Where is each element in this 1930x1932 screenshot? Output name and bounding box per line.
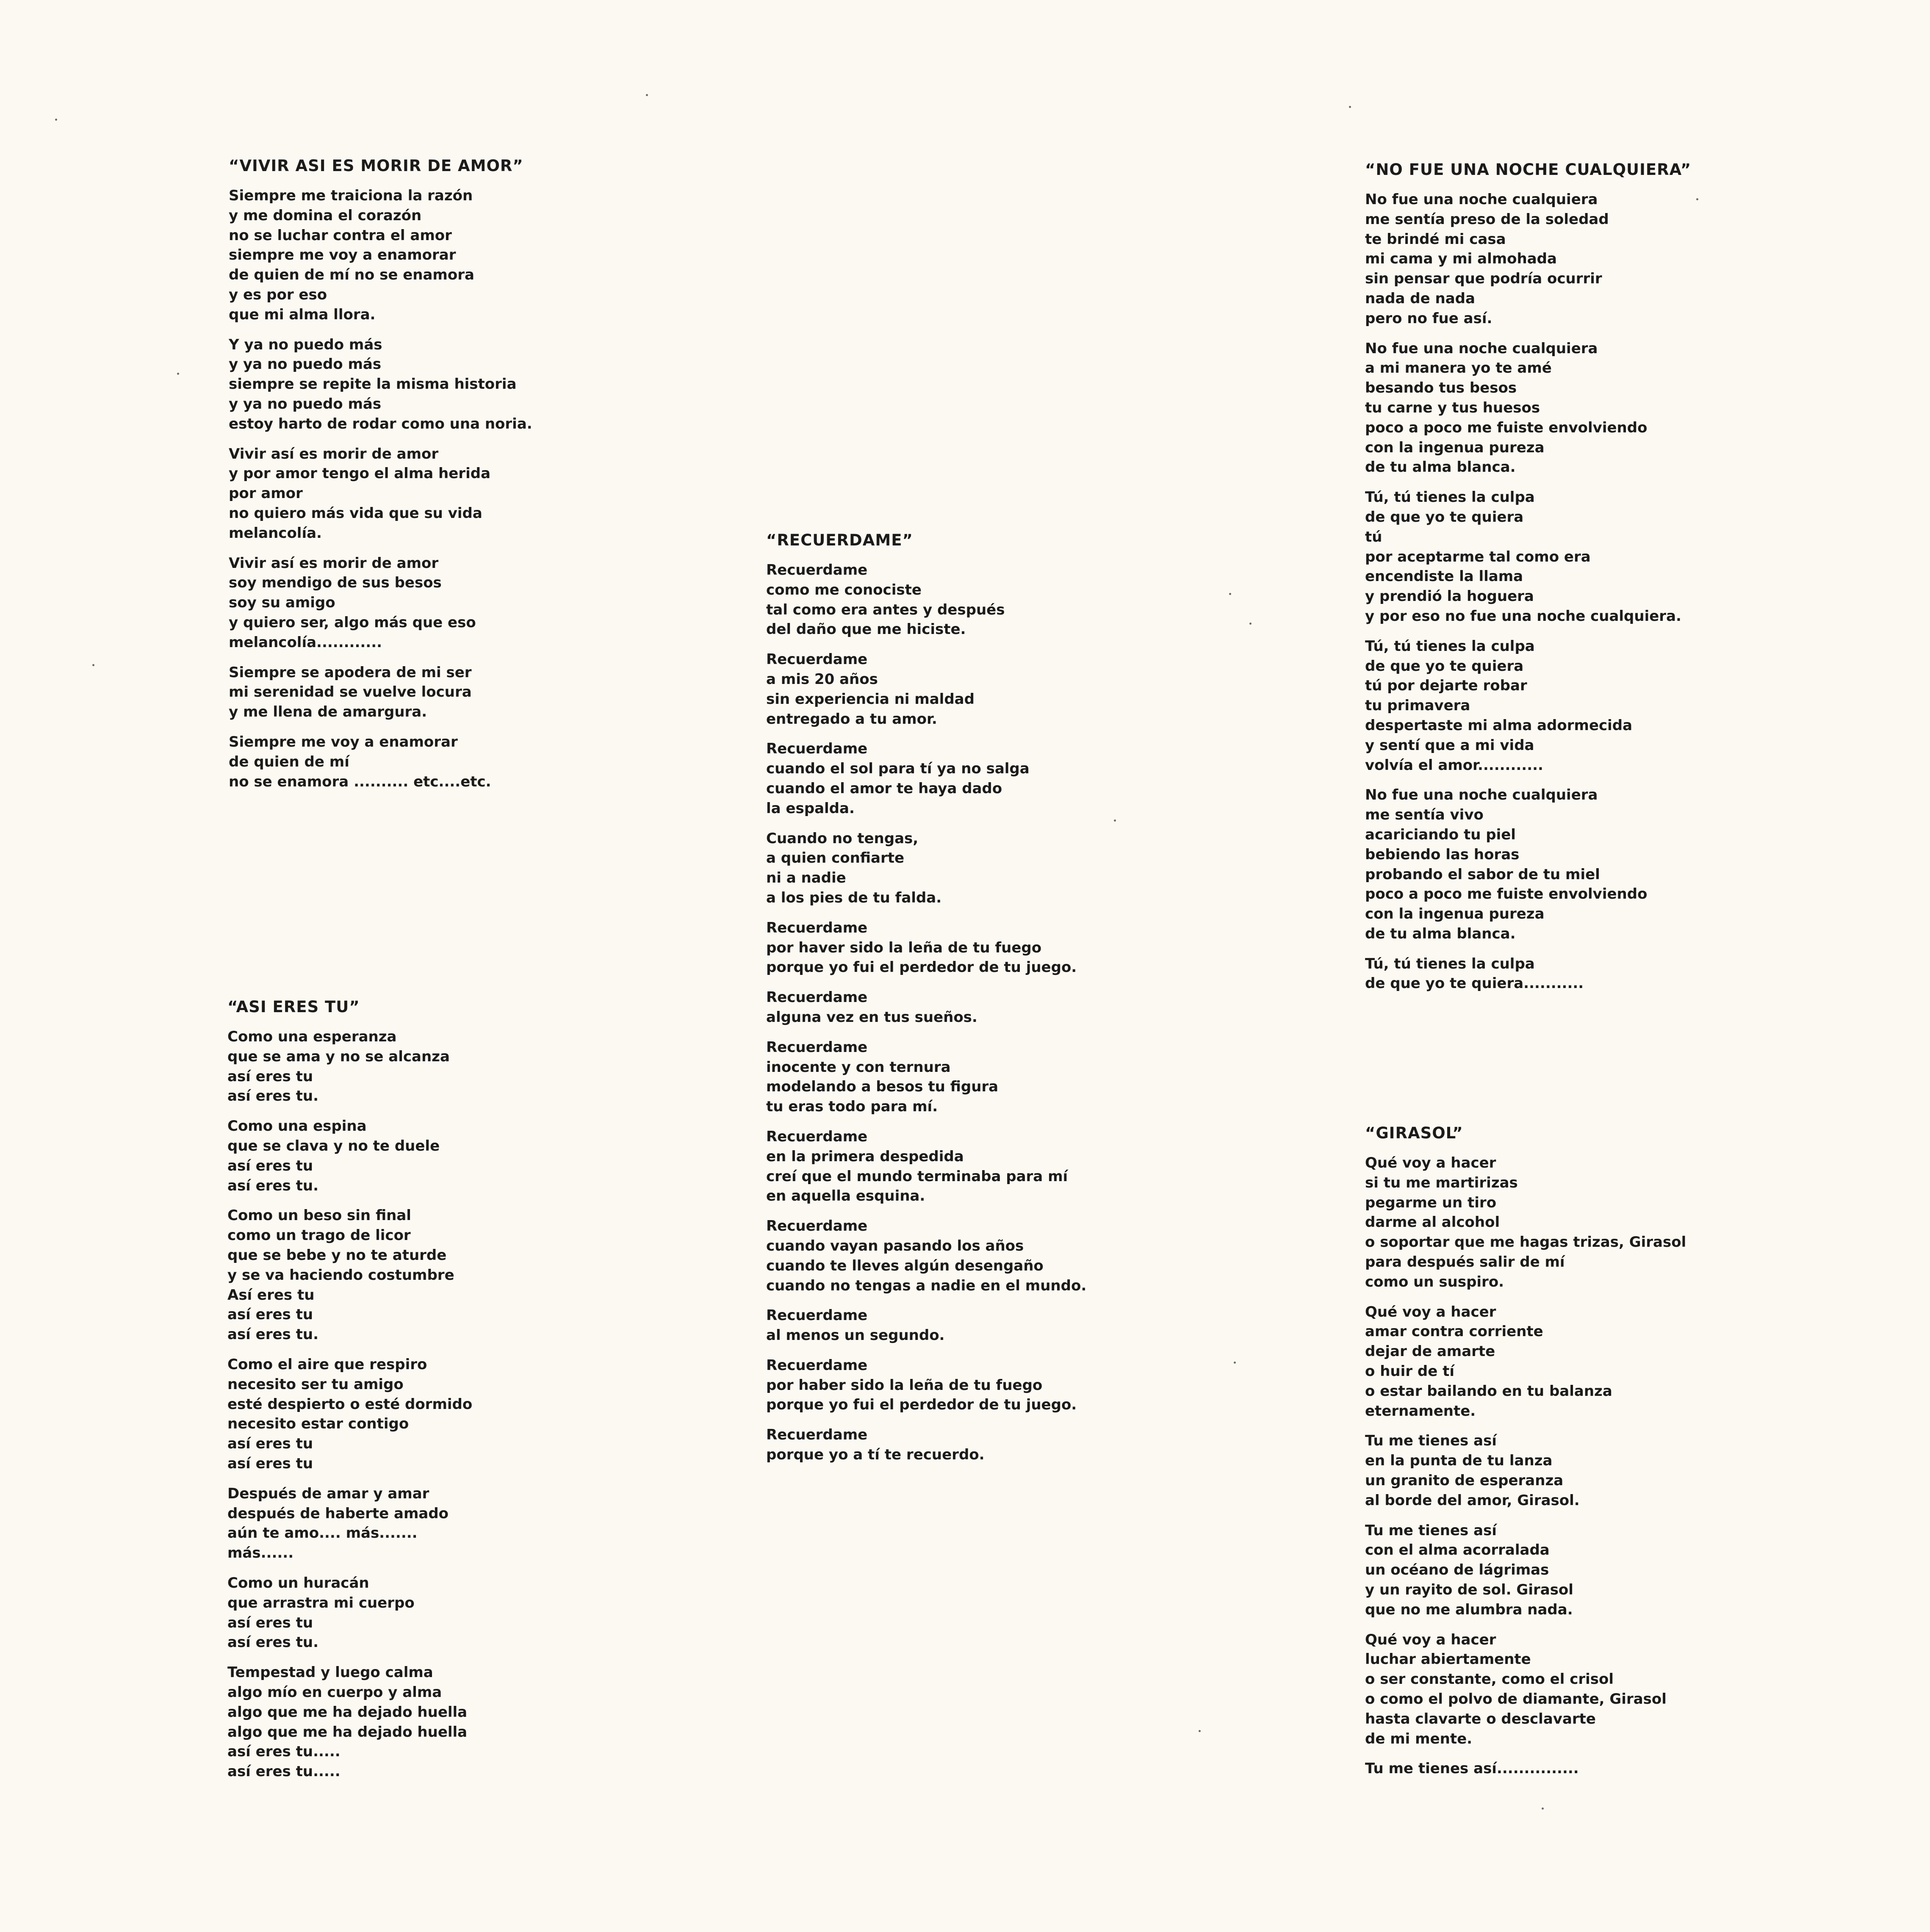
song-recuerdame: [766, 530, 1139, 1475]
stanza: [1365, 1630, 1738, 1749]
lyric-line: aún te amo.... más.......: [227, 1525, 418, 1542]
lyric-line: al menos un segundo.: [766, 1327, 945, 1344]
paper-speck: [646, 94, 648, 96]
lyric-line: mi cama y mi almohada: [1365, 250, 1557, 268]
lyric-line: y me llena de amargura.: [229, 703, 427, 721]
lyric-line: como un trago de licor: [227, 1227, 411, 1244]
stanza: [1365, 1302, 1738, 1421]
lyric-line: Cuando no tengas,: [766, 830, 919, 847]
lyric-line: luchar abiertamente: [1365, 1651, 1531, 1668]
lyric-line: poco a poco me fuiste envolviendo: [1365, 419, 1648, 436]
stanza: [766, 918, 1139, 977]
stanza: [229, 554, 601, 653]
paper-speck: [1542, 1807, 1544, 1810]
lyric-line: así eres tu.: [227, 1326, 319, 1343]
lyric-line: no se luchar contra el amor: [229, 227, 452, 244]
lyric-line: cuando el sol para tí ya no salga: [766, 760, 1030, 778]
lyric-line: que se clava y no te duele: [227, 1137, 440, 1154]
stanza: [1365, 339, 1738, 478]
stanza: [229, 732, 601, 792]
lyric-line: y prendió la hoguera: [1365, 588, 1534, 605]
lyric-line: Tú, tú tienes la culpa: [1365, 489, 1535, 506]
lyric-line: y me domina el corazón: [229, 207, 422, 224]
lyric-line: Como un beso sin final: [227, 1207, 411, 1224]
stanza: [1365, 1759, 1738, 1779]
lyric-line: cuando te lleves algún desengaño: [766, 1257, 1044, 1274]
lyric-line: Recuerdame: [766, 1356, 868, 1374]
stanza: [229, 444, 601, 543]
stanza: [766, 650, 1139, 729]
lyric-line: porque yo fui el perdedor de tu juego.: [766, 1396, 1077, 1414]
lyric-line: a mis 20 años: [766, 670, 878, 688]
lyric-line: por amor: [229, 485, 303, 502]
lyric-line: algo que me ha dejado huella: [227, 1703, 468, 1721]
lyric-line: con la ingenua pureza: [1365, 905, 1545, 923]
stanza: [227, 1663, 600, 1782]
lyric-line: Vivir así es morir de amor: [229, 445, 439, 462]
lyric-line: Recuerdame: [766, 1038, 868, 1056]
lyric-line: melancolía............: [229, 634, 382, 651]
lyric-line: algo mío en cuerpo y alma: [227, 1683, 442, 1701]
lyric-line: cuando no tengas a nadie en el mundo.: [766, 1277, 1087, 1294]
stanza: [1365, 785, 1738, 944]
paper-speck: [1249, 623, 1252, 625]
lyric-line: Siempre me voy a enamorar: [229, 733, 458, 750]
stanza: [227, 1573, 600, 1652]
lyric-line: algo que me ha dejado huella: [227, 1723, 468, 1741]
lyric-line: o como el polvo de diamante, Girasol: [1365, 1690, 1667, 1708]
lyric-line: y ya no puedo más: [229, 395, 382, 412]
lyric-line: besando tus besos: [1365, 379, 1517, 397]
song-title: “RECUERDAME”: [766, 531, 913, 549]
lyric-line: tu carne y tus huesos: [1365, 399, 1540, 416]
lyric-line: así eres tu.....: [227, 1763, 341, 1780]
lyric-line: y por eso no fue una noche cualquiera.: [1365, 607, 1681, 625]
lyric-line: tú: [1365, 528, 1382, 545]
stanza: [766, 988, 1139, 1027]
stanza: [1365, 637, 1738, 775]
lyric-line: Recuerdame: [766, 1307, 868, 1324]
stanza: [766, 1216, 1139, 1295]
lyric-line: Recuerdame: [766, 562, 868, 578]
lyric-line: Tu me tienes así: [1365, 1522, 1497, 1539]
paper-speck: [1234, 1362, 1236, 1364]
stanza: [1365, 954, 1738, 994]
stanza: [1365, 1153, 1738, 1292]
lyric-line: de tu alma blanca.: [1365, 459, 1516, 476]
stanza: [1365, 190, 1738, 329]
lyric-line: Como una esperanza: [227, 1028, 397, 1045]
lyric-line: que se ama y no se alcanza: [227, 1048, 450, 1065]
lyric-line: más......: [227, 1544, 294, 1562]
stanza: [766, 739, 1139, 818]
lyric-line: así eres tu: [227, 1614, 313, 1631]
lyric-line: así eres tu: [227, 1455, 313, 1472]
lyric-line: y ya no puedo más: [229, 356, 382, 373]
lyric-line: despertaste mi alma adormecida: [1365, 717, 1633, 734]
lyric-line: a mi manera yo te amé: [1365, 360, 1552, 377]
lyric-line: por haber sido la leña de tu fuego: [766, 1376, 1043, 1394]
paper-speck: [1349, 106, 1351, 108]
stanza: [227, 1206, 600, 1345]
lyric-line: dejar de amarte: [1365, 1343, 1495, 1360]
lyric-line: para después salir de mí: [1365, 1253, 1565, 1270]
lyric-line: alguna vez en tus sueños.: [766, 1008, 977, 1026]
lyric-line: de que yo te quiera: [1365, 657, 1524, 675]
lyric-line: la espalda.: [766, 800, 855, 817]
lyric-line: eternamente.: [1365, 1402, 1476, 1420]
song-title: “VIVIR ASI ES MORIR DE AMOR”: [229, 157, 523, 175]
lyric-line: y por amor tengo el alma herida: [229, 465, 491, 482]
lyric-line: así eres tu.: [227, 1634, 319, 1651]
paper-speck: [177, 373, 179, 375]
lyric-line: o huir de tí: [1365, 1362, 1455, 1380]
lyric-line: así eres tu: [227, 1435, 313, 1453]
stanza: [766, 560, 1139, 639]
stanza: [1365, 1431, 1738, 1510]
lyric-line: no quiero más vida que su vida: [229, 504, 482, 522]
lyric-line: Como una espina: [227, 1118, 367, 1135]
stanza: [227, 1116, 600, 1196]
lyric-line: Recuerdame: [766, 1128, 868, 1145]
song-vivir-asi-es-morir-de-amor: [229, 156, 601, 802]
lyric-line: bebiendo las horas: [1365, 846, 1520, 863]
lyric-line: mi serenidad se vuelve locura: [229, 684, 472, 701]
stanza: [1365, 1521, 1738, 1620]
lyric-line: Siempre me traiciona la razón: [229, 187, 473, 204]
lyric-line: pegarme un tiro: [1365, 1194, 1497, 1211]
lyric-line: así eres tu: [227, 1157, 313, 1174]
lyric-line: Recuerdame: [766, 1426, 868, 1444]
lyric-line: y un rayito de sol. Girasol: [1365, 1581, 1573, 1598]
lyric-line: amar contra corriente: [1365, 1323, 1543, 1340]
lyric-line: probando el sabor de tu miel: [1365, 866, 1600, 883]
paper-speck: [1199, 1730, 1201, 1732]
lyric-line: No fue una noche cualquiera: [1365, 340, 1598, 357]
lyric-line: poco a poco me fuiste envolviendo: [1365, 886, 1648, 903]
lyric-line: como me conociste: [766, 581, 922, 598]
song-no-fue-una-noche-cualquiera: [1365, 160, 1738, 1004]
lyric-line: que arrastra mi cuerpo: [227, 1594, 415, 1611]
lyric-line: así eres tu.....: [227, 1743, 341, 1760]
lyric-line: te brindé mi casa: [1365, 230, 1506, 248]
lyric-line: creí que el mundo terminaba para mí: [766, 1168, 1068, 1185]
lyric-line: en la primera despedida: [766, 1148, 964, 1165]
paper-speck: [1114, 819, 1116, 822]
stanza: [229, 663, 601, 722]
stanza: [766, 1306, 1139, 1345]
stanza: [1365, 487, 1738, 626]
stanza: [227, 1027, 600, 1106]
lyric-line: cuando vayan pasando los años: [766, 1237, 1024, 1254]
lyric-line: sin experiencia ni maldad: [766, 690, 975, 708]
lyric-line: volvía el amor............: [1365, 756, 1543, 774]
lyric-line: así eres tu.: [227, 1088, 319, 1105]
lyric-line: tu primavera: [1365, 697, 1470, 714]
paper-speck: [55, 119, 57, 121]
stanza: [766, 1356, 1139, 1415]
lyric-line: por aceptarme tal como era: [1365, 548, 1591, 565]
lyric-line: y sentí que a mi vida: [1365, 736, 1534, 754]
lyric-line: hasta clavarte o desclavarte: [1365, 1710, 1596, 1727]
lyric-line: de que yo te quiera: [1365, 508, 1524, 526]
song-title: “NO FUE UNA NOCHE CUALQUIERA”: [1365, 161, 1692, 179]
lyric-line: en aquella esquina.: [766, 1187, 925, 1205]
lyric-line: porque yo a tí te recuerdo.: [766, 1446, 985, 1464]
lyric-line: Como un huracán: [227, 1574, 369, 1592]
lyric-line: un océano de lágrimas: [1365, 1561, 1549, 1579]
lyric-line: No fue una noche cualquiera: [1365, 191, 1598, 208]
lyric-line: y quiero ser, algo más que eso: [229, 614, 476, 631]
stanza: [229, 186, 601, 325]
lyric-line: Recuerdame: [766, 919, 868, 936]
lyric-line: nada de nada: [1365, 290, 1475, 307]
song-title: “GIRASOL”: [1365, 1124, 1463, 1142]
lyric-line: que no me alumbra nada.: [1365, 1601, 1573, 1618]
lyric-line: porque yo fui el perdedor de tu juego.: [766, 959, 1077, 976]
lyric-line: Siempre se apodera de mi ser: [229, 664, 472, 681]
lyric-line: Tú, tú tienes la culpa: [1365, 955, 1535, 972]
lyric-line: así eres tu: [227, 1068, 313, 1085]
lyric-line: Tempestad y luego calma: [227, 1664, 433, 1681]
lyric-line: de mi mente.: [1365, 1730, 1473, 1747]
lyric-line: soy mendigo de sus besos: [229, 574, 442, 592]
song-girasol: [1365, 1123, 1738, 1789]
lyric-line: Tu me tienes así: [1365, 1432, 1497, 1450]
lyric-line: Qué voy a hacer: [1365, 1303, 1496, 1320]
stanza: [766, 1127, 1139, 1206]
lyric-line: que se bebe y no te aturde: [227, 1246, 447, 1264]
stanza: [766, 829, 1139, 908]
lyric-line: estoy harto de rodar como una noria.: [229, 415, 532, 432]
lyric-line: Qué voy a hacer: [1365, 1154, 1496, 1171]
lyric-line: necesito estar contigo: [227, 1415, 409, 1433]
lyric-line: Tu me tienes así...............: [1365, 1760, 1579, 1777]
stanza: [227, 1484, 600, 1563]
lyric-line: darme al alcohol: [1365, 1214, 1500, 1231]
lyric-line: así eres tu: [227, 1306, 313, 1323]
lyric-line: no se enamora .......... etc....etc.: [229, 773, 491, 790]
lyric-line: Así eres tu: [227, 1286, 315, 1304]
lyric-line: modelando a besos tu figura: [766, 1078, 999, 1096]
paper-speck: [1696, 198, 1698, 200]
lyric-line: pero no fue así.: [1365, 310, 1492, 327]
lyric-line: me sentía preso de la soledad: [1365, 210, 1609, 228]
lyric-line: Qué voy a hacer: [1365, 1631, 1496, 1648]
lyric-line: de tu alma blanca.: [1365, 925, 1516, 942]
lyric-line: con la ingenua pureza: [1365, 439, 1545, 456]
lyric-line: y se va haciendo costumbre: [227, 1266, 454, 1284]
lyric-line: cuando el amor te haya dado: [766, 780, 1002, 797]
paper-speck: [1229, 593, 1231, 595]
lyric-line: Tú, tú tienes la culpa: [1365, 637, 1535, 655]
lyric-line: con el alma acorralada: [1365, 1542, 1550, 1559]
lyric-line: del daño que me hiciste.: [766, 621, 966, 638]
lyric-line: melancolía.: [229, 524, 322, 542]
lyric-line: así eres tu.: [227, 1177, 319, 1194]
lyric-line: Recuerdame: [766, 740, 868, 758]
lyric-line: sin pensar que podría ocurrir: [1365, 270, 1602, 288]
lyric-line: o ser constante, como el crisol: [1365, 1671, 1614, 1688]
lyric-line: me sentía vivo: [1365, 806, 1484, 824]
lyric-line: inocente y con ternura: [766, 1058, 951, 1076]
lyric-line: tu eras todo para mí.: [766, 1098, 938, 1115]
lyric-line: No fue una noche cualquiera: [1365, 786, 1598, 804]
lyric-line: Como el aire que respiro: [227, 1356, 427, 1373]
lyric-line: si tu me martirizas: [1365, 1174, 1518, 1191]
lyric-line: al borde del amor, Girasol.: [1365, 1492, 1580, 1509]
lyric-line: soy su amigo: [229, 594, 335, 612]
lyric-line: de quien de mí no se enamora: [229, 266, 474, 284]
lyric-line: siempre me voy a enamorar: [229, 246, 456, 264]
lyric-line: o soportar que me hagas trizas, Girasol: [1365, 1234, 1686, 1251]
lyric-line: esté despierto o esté dormido: [227, 1395, 473, 1413]
lyric-line: a los pies de tu falda.: [766, 889, 942, 906]
lyric-line: Vivir así es morir de amor: [229, 554, 439, 572]
lyric-line: y es por eso: [229, 286, 327, 303]
lyric-line: un granito de esperanza: [1365, 1472, 1564, 1489]
lyric-line: Después de amar y amar: [227, 1485, 429, 1502]
lyric-line: Recuerdame: [766, 651, 868, 668]
lyric-line: Y ya no puedo más: [229, 336, 382, 353]
lyric-line: siempre se repite la misma historia: [229, 376, 517, 393]
lyric-line: acariciando tu piel: [1365, 826, 1516, 843]
lyric-line: a quien confiarte: [766, 850, 905, 867]
stanza: [766, 1425, 1139, 1465]
lyric-line: después de haberte amado: [227, 1505, 449, 1522]
lyric-line: como un suspiro.: [1365, 1273, 1504, 1290]
stanza: [766, 1038, 1139, 1117]
song-title: “ASI ERES TU”: [227, 998, 360, 1016]
lyric-line: por haver sido la leña de tu fuego: [766, 939, 1042, 956]
stanza: [227, 1355, 600, 1474]
stanza: [229, 335, 601, 434]
song-asi-eres-tu: [227, 997, 600, 1792]
lyric-line: ni a nadie: [766, 869, 846, 887]
lyric-line: Recuerdame: [766, 989, 868, 1006]
lyric-line: encendiste la llama: [1365, 568, 1523, 585]
lyric-line: en la punta de tu lanza: [1365, 1452, 1553, 1470]
lyric-line: de que yo te quiera...........: [1365, 975, 1584, 992]
lyric-line: que mi alma llora.: [229, 306, 376, 323]
lyric-line: Recuerdame: [766, 1218, 868, 1235]
lyric-line: entregado a tu amor.: [766, 710, 937, 728]
lyric-line: o estar bailando en tu balanza: [1365, 1382, 1612, 1400]
lyric-line: tal como era antes y después: [766, 601, 1005, 618]
lyric-line: tú por dejarte robar: [1365, 677, 1527, 695]
paper-speck: [92, 664, 94, 666]
lyric-line: de quien de mí: [229, 753, 349, 770]
lyric-line: necesito ser tu amigo: [227, 1376, 404, 1393]
